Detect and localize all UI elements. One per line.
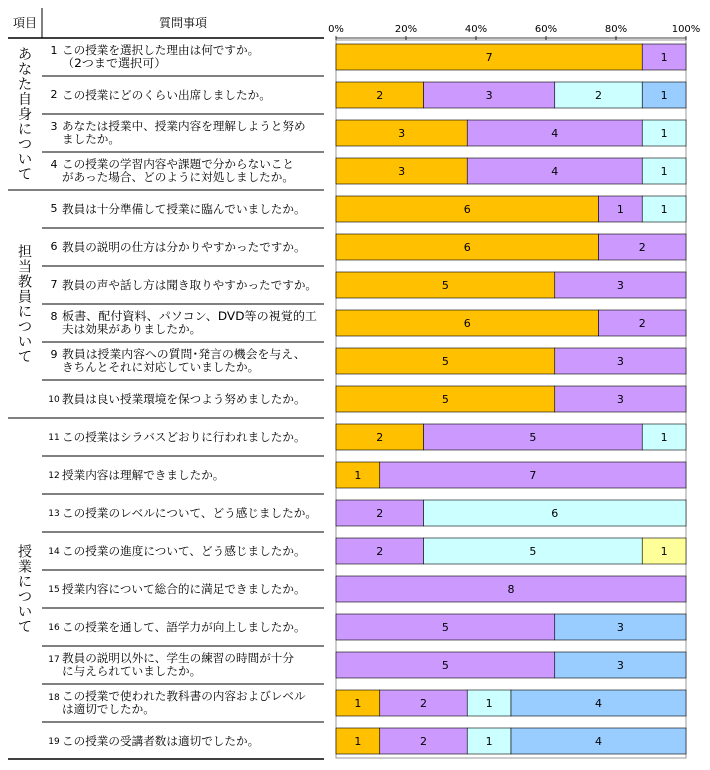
question-text-line: この授業を選択した理由は何ですか。 bbox=[62, 43, 260, 57]
bar-value-label: 2 bbox=[638, 317, 646, 330]
question-number: 12 bbox=[48, 471, 60, 481]
bar-value-label: 8 bbox=[507, 583, 515, 596]
question-number: 5 bbox=[50, 202, 58, 215]
group-label-1: あなた自身について bbox=[18, 47, 32, 183]
x-tick-label: 80% bbox=[604, 24, 628, 35]
bar-value-label: 2 bbox=[420, 735, 427, 748]
bar-value-label: 4 bbox=[595, 697, 602, 710]
bar-value-label: 5 bbox=[441, 355, 449, 368]
question-text: 教員は十分準備して授業に臨んでいましたか。 bbox=[62, 202, 306, 216]
bar-value-label: 4 bbox=[551, 165, 559, 178]
bar-value-label: 5 bbox=[441, 393, 449, 406]
header-question: 質問事項 bbox=[158, 16, 208, 30]
question-number: 11 bbox=[48, 433, 60, 443]
bar-value-label: 3 bbox=[398, 165, 406, 178]
question-number: 6 bbox=[50, 240, 58, 253]
bar-value-label: 5 bbox=[529, 431, 537, 444]
bar-value-label: 5 bbox=[441, 659, 449, 672]
question-number: 9 bbox=[50, 348, 58, 361]
x-tick-label: 0% bbox=[328, 24, 344, 35]
question-text: 授業内容は理解できましたか。 bbox=[62, 468, 225, 482]
bar-value-label: 1 bbox=[660, 203, 668, 216]
question-number: 14 bbox=[48, 547, 60, 557]
bar-value-label: 5 bbox=[529, 545, 537, 558]
bar-value-label: 3 bbox=[616, 279, 624, 292]
question-text: 授業内容について総合的に満足できましたか。 bbox=[62, 582, 306, 596]
question-text-line: きちんとそれに対応していましたか。 bbox=[62, 360, 260, 374]
question-number: 2 bbox=[50, 88, 58, 101]
bar-value-label: 3 bbox=[616, 621, 624, 634]
question-text-line: この授業で使われた教科書の内容およびレベル bbox=[62, 689, 307, 703]
question-text-line: ましたか。 bbox=[62, 132, 120, 146]
question-text-line: に与えられていましたか。 bbox=[62, 664, 202, 678]
x-tick-label: 40% bbox=[464, 24, 488, 35]
bar-value-label: 1 bbox=[616, 203, 624, 216]
bar-value-label: 1 bbox=[485, 697, 493, 710]
bar-value-label: 4 bbox=[551, 127, 559, 140]
bar-value-label: 4 bbox=[595, 735, 602, 748]
bar-value-label: 2 bbox=[376, 507, 384, 520]
bar-value-label: 1 bbox=[660, 89, 668, 102]
question-number: 19 bbox=[48, 737, 60, 747]
bar-value-label: 1 bbox=[485, 735, 493, 748]
bar-value-label: 1 bbox=[354, 735, 362, 748]
bar-value-label: 1 bbox=[354, 697, 362, 710]
question-text-line: があった場合、どのように対処しましたか。 bbox=[62, 170, 294, 184]
bar-value-label: 3 bbox=[616, 393, 624, 406]
bar-value-label: 3 bbox=[616, 355, 624, 368]
bar-value-label: 2 bbox=[376, 545, 384, 558]
question-text-line: 教員の説明以外に、学生の練習の時間が十分 bbox=[62, 651, 295, 665]
bar-value-label: 1 bbox=[660, 165, 668, 178]
question-text: この授業にどのくらい出席しましたか。 bbox=[62, 88, 271, 102]
group-label-3: 授業について bbox=[18, 544, 32, 636]
bar-value-label: 2 bbox=[376, 89, 384, 102]
bar-value-label: 3 bbox=[616, 659, 624, 672]
header-item: 項目 bbox=[12, 16, 38, 30]
bar-value-label: 7 bbox=[529, 469, 537, 482]
bar-value-label: 1 bbox=[660, 545, 668, 558]
question-number: 17 bbox=[48, 655, 60, 665]
bar-value-label: 6 bbox=[551, 507, 559, 520]
group-label-2: 担当教員について bbox=[18, 244, 32, 366]
question-text-line: 教員は授業内容への質問･発言の機会を与え、 bbox=[62, 347, 306, 361]
question-number: 3 bbox=[50, 120, 58, 133]
bar-value-label: 1 bbox=[660, 51, 668, 64]
question-number: 13 bbox=[48, 509, 60, 519]
question-text: この授業の進度について、どう感じましたか。 bbox=[62, 544, 306, 558]
bar-value-label: 2 bbox=[638, 241, 646, 254]
bar-value-label: 5 bbox=[441, 279, 449, 292]
bar-value-label: 2 bbox=[376, 431, 384, 444]
question-number: 1 bbox=[50, 44, 58, 57]
question-text-line: は適切でしたか。 bbox=[62, 702, 155, 716]
question-text: この授業の受講者数は適切でしたか。 bbox=[62, 734, 260, 748]
question-text: この授業を通して、語学力が向上しましたか。 bbox=[62, 620, 306, 634]
question-text-line: （2つまで選択可） bbox=[62, 56, 167, 70]
question-text: 教員の説明の仕方は分かりやすかったですか。 bbox=[62, 240, 306, 254]
bar-value-label: 2 bbox=[420, 697, 427, 710]
question-number: 18 bbox=[48, 693, 60, 703]
question-number: 10 bbox=[48, 395, 60, 405]
question-number: 4 bbox=[50, 158, 58, 171]
question-number: 16 bbox=[48, 623, 60, 633]
question-text-line: あなたは授業中、授業内容を理解しようと努め bbox=[62, 119, 306, 133]
question-text: この授業はシラバスどおりに行われましたか。 bbox=[62, 430, 306, 444]
bar-value-label: 6 bbox=[463, 317, 471, 330]
bar-value-label: 1 bbox=[354, 469, 362, 482]
question-text-line: この授業の学習内容や課題で分からないこと bbox=[62, 157, 294, 171]
x-tick-label: 60% bbox=[534, 24, 558, 35]
x-tick-label: 20% bbox=[394, 24, 418, 35]
bar-value-label: 2 bbox=[595, 89, 602, 102]
question-text: この授業のレベルについて、どう感じましたか。 bbox=[62, 506, 317, 520]
bar-value-label: 3 bbox=[398, 127, 406, 140]
bar-value-label: 1 bbox=[660, 127, 668, 140]
question-number: 15 bbox=[48, 585, 60, 595]
question-number: 7 bbox=[50, 278, 58, 291]
x-tick-label: 100% bbox=[671, 24, 701, 35]
bar-value-label: 5 bbox=[441, 621, 449, 634]
bar-value-label: 6 bbox=[463, 241, 471, 254]
question-text-line: 夫は効果がありましたか。 bbox=[62, 322, 202, 336]
bar-value-label: 6 bbox=[463, 203, 471, 216]
question-text-line: 板書、配付資料、パソコン、DVD等の視覚的工 bbox=[62, 309, 318, 323]
bar-value-label: 3 bbox=[485, 89, 493, 102]
bar-value-label: 1 bbox=[660, 431, 668, 444]
question-text: 教員の声や話し方は聞き取りやすかったですか。 bbox=[62, 278, 317, 292]
bar-value-label: 7 bbox=[485, 51, 493, 64]
question-number: 8 bbox=[50, 310, 58, 323]
question-text: 教員は良い授業環境を保つよう努めましたか。 bbox=[62, 392, 306, 406]
